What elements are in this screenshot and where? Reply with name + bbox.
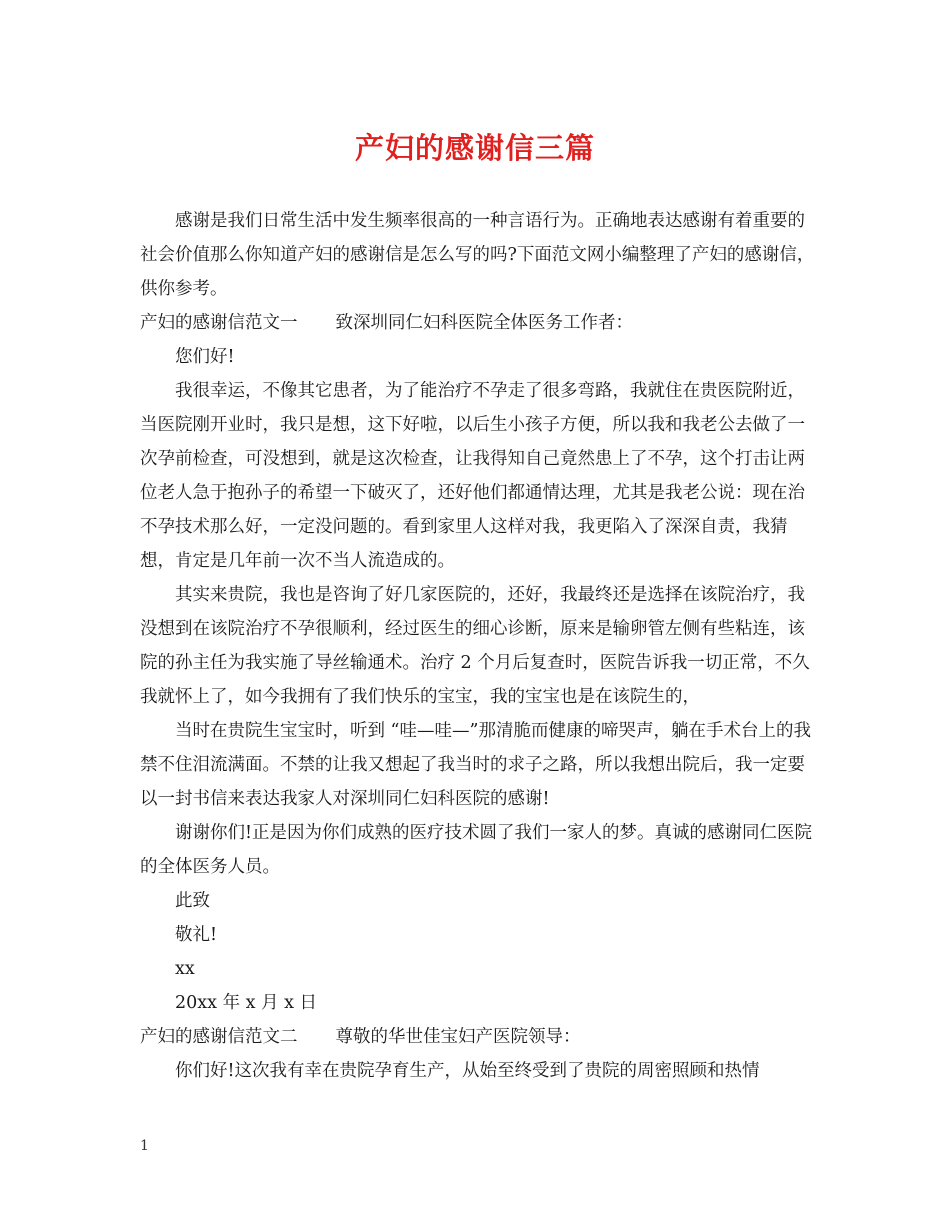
letter1-paragraph-2: 其实来贵院，我也是咨询了好几家医院的，还好，我最终还是选择在该院治疗，我没想到在该院治疗不孕很顺利，经过医生的细心诊断，原来是输卵管左侧有些粘连，该院的孙主任为我实施了导丝输通术。治疗 2 个月后复查时，医院告诉我一切正常，不久我就怀上了，如今我拥有了我们快乐的宝宝，我的宝宝也是在该院生的， — [140, 585, 810, 707]
letter1-heading: 产妇的感谢信范文一 — [140, 313, 298, 333]
document-body — [140, 204, 815, 1088]
letter1-signature: xx — [175, 959, 195, 979]
letter1-heading-line — [140, 306, 815, 340]
letter2-heading: 产妇的感谢信范文二 — [140, 1027, 298, 1047]
letter1-paragraph-1: 我很幸运，不像其它患者，为了能治疗不孕走了很多弯路，我就住在贵医院附近，当医院刚开业时，我只是想，这下好啦，以后生小孩子方便，所以我和我老公去做了一次孕前检查，可没想到，就是这次检查，让我得知自己竟然患上了不孕，这个打击让两位老人急于抱孙子的希望一下破灭了，还好他们都通情达理，尤其是我老公说：现在治不孕技术那么好，一定没问题的。看到家里人这样对我，我更陷入了深深自责，我猜想，肯定是几年前一次不当人流造成的。 — [140, 381, 805, 571]
letter1-recipient: 致深圳同仁妇科医院全体医务工作者： — [335, 313, 633, 333]
letter1-closing-2: 敬礼! — [175, 925, 218, 945]
letter1-salutation: 您们好! — [175, 347, 235, 367]
letter2-first-paragraph: 你们好!这次我有幸在贵院孕育生产，从始至终受到了贵院的周密照顾和热情 — [175, 1061, 760, 1081]
page-title: 产妇的感谢信三篇 — [354, 131, 595, 165]
letter1-paragraph-3: 当时在贵院生宝宝时，听到 “哇—哇—”那清脆而健康的啼哭声，躺在手术台上的我禁不住泪流满面。不禁的让我又想起了我当时的求子之路，所以我想出院后，我一定要以一封书信来表达我家人对深圳同仁妇科医院的感谢! — [140, 721, 811, 809]
page-number: 1 — [140, 1138, 149, 1154]
letter2-heading-line — [140, 1020, 815, 1054]
letter1-date: 20xx 年 x 月 x 日 — [175, 993, 318, 1013]
letter1-closing-1: 此致 — [175, 891, 210, 911]
letter2-recipient: 尊敬的华世佳宝妇产医院领导： — [335, 1027, 581, 1047]
letter1-paragraph-4: 谢谢你们!正是因为你们成熟的医疗技术圆了我们一家人的梦。真诚的感谢同仁医院的全体医务人员。 — [140, 823, 813, 877]
intro-paragraph: 感谢是我们日常生活中发生频率很高的一种言语行为。正确地表达感谢有着重要的社会价值那么你知道产妇的感谢信是怎么写的吗?下面范文网小编整理了产妇的感谢信，供你参考。 — [140, 211, 815, 299]
